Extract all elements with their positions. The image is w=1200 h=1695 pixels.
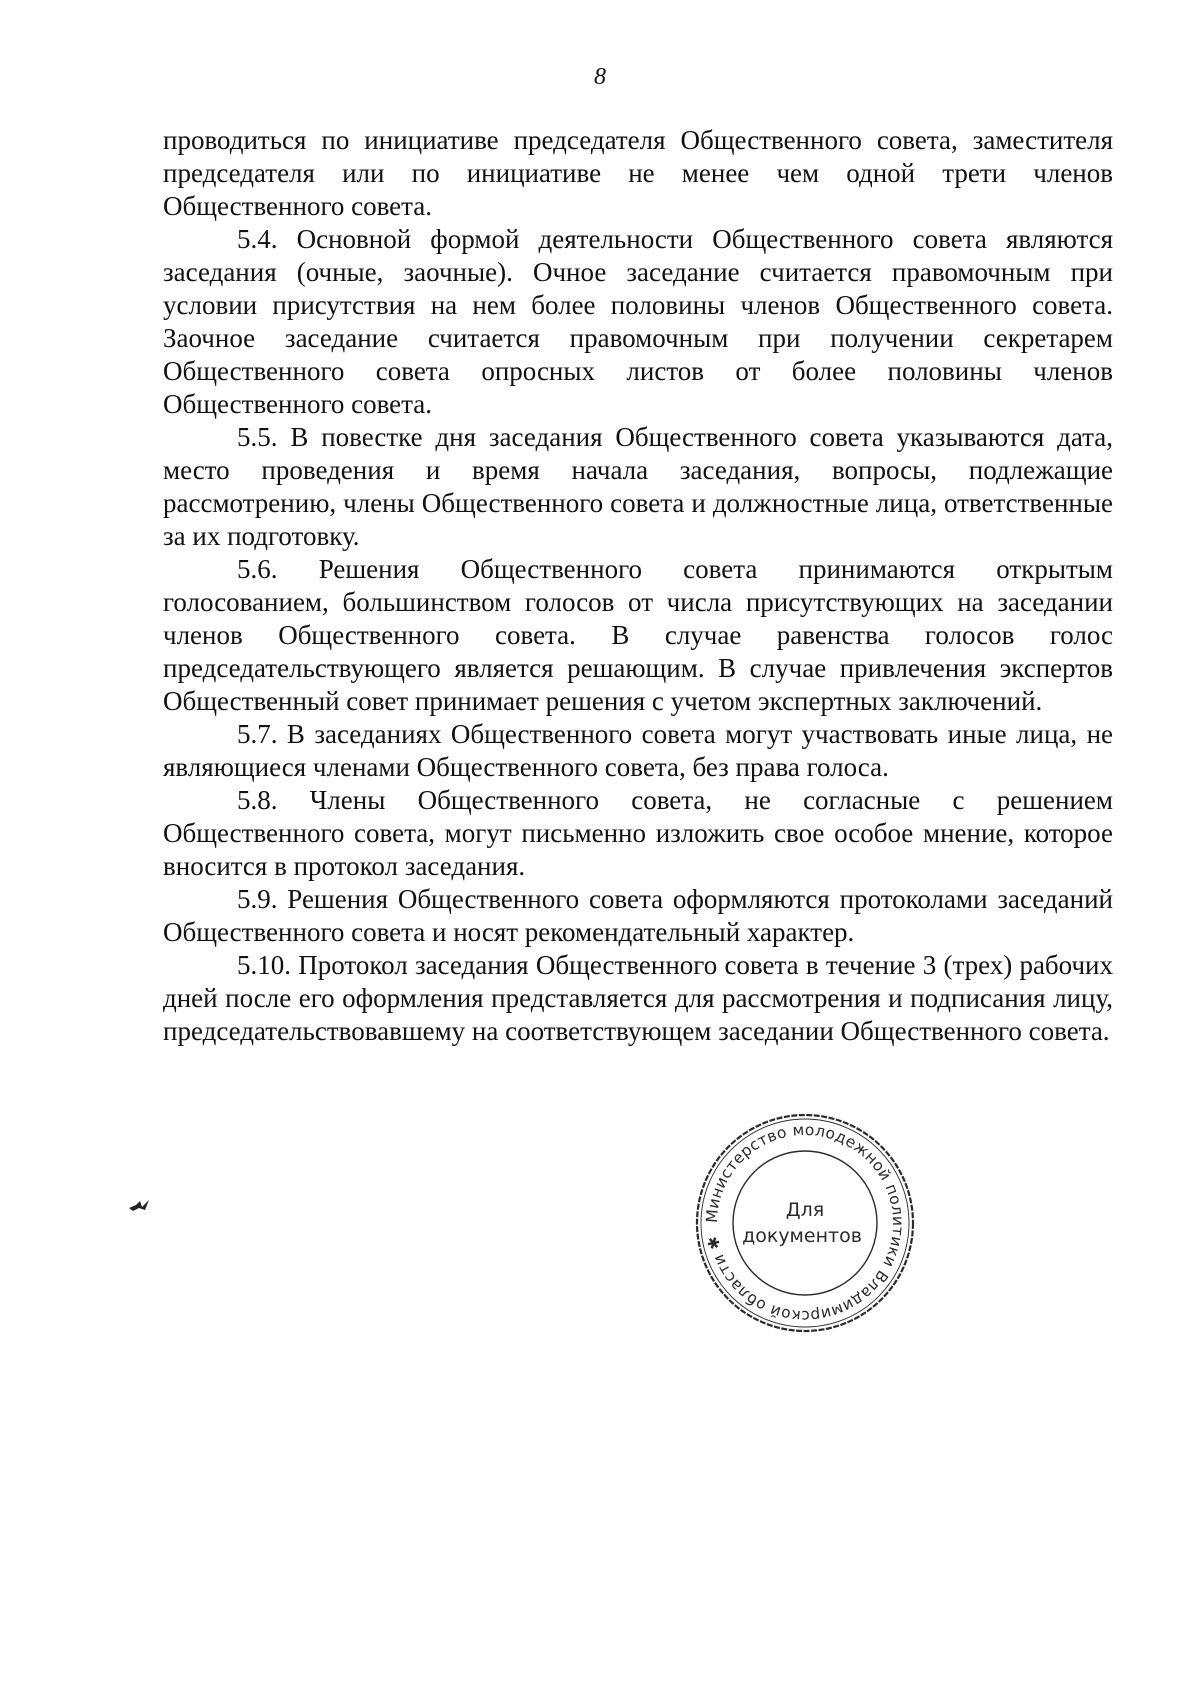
paragraph-5-4: 5.4. Основной формой деятельности Общественного совета являются заседания (очные, заочные). Очное заседание считается правомочным при условии присутствия на нем более половины членов Общественного совета. Заочное заседание считается правомочным при получении секретарем Общественного совета опросных листов от более половины членов Общественного совета. <box>163 224 1113 419</box>
stamp-graphic <box>690 1108 920 1338</box>
page-number: 8 <box>594 64 606 90</box>
paragraph-5-6: 5.6. Решения Общественного совета принимаются открытым голосованием, большинством голосов от числа присутствующих на заседании членов Общественного совета. В случае равенства голосов голос председательствующего является решающим. В случае привлечения экспертов Общественный совет принимает решения с учетом экспертных заключений. <box>163 554 1113 716</box>
paragraph-5-5: 5.5. В повестке дня заседания Общественного совета указываются дата, место проведения и время начала заседания, вопросы, подлежащие рассмотрению, члены Общественного совета и должностные лица, ответственные за их подготовку. <box>163 422 1113 551</box>
official-stamp <box>690 1108 920 1338</box>
document-body <box>163 124 1113 1048</box>
paragraph-5-9: 5.9. Решения Общественного совета оформляются протоколами заседаний Общественного совета и носят рекомендательный характер. <box>163 884 1113 947</box>
stamp-ring-text: Министерство молодежной политики Владимирской области ✱ <box>702 1120 908 1326</box>
paragraph-5-10: 5.10. Протокол заседания Общественного совета в течение 3 (трех) рабочих дней после его оформления представляется для рассмотрения и подписания лицу, председательствовавшему на соответствующем заседании Общественного совета. <box>163 950 1113 1046</box>
stamp-center-line-1: Для <box>785 1199 825 1221</box>
paragraph-5-8: 5.8. Члены Общественного совета, не согласные с решением Общественного совета, могут письменно изложить свое особое мнение, которое вносится в протокол заседания. <box>163 785 1113 881</box>
stamp-center-line-2: документов <box>742 1225 862 1247</box>
paragraph-5-7: 5.7. В заседаниях Общественного совета могут участвовать иные лица, не являющиеся членами Общественного совета, без права голоса. <box>163 719 1113 782</box>
paragraph-continuation: проводиться по инициативе председателя Общественного совета, заместителя председателя или по инициативе не менее чем одной трети членов Общественного совета. <box>163 125 1113 221</box>
scan-artifact-mark <box>128 1198 150 1212</box>
